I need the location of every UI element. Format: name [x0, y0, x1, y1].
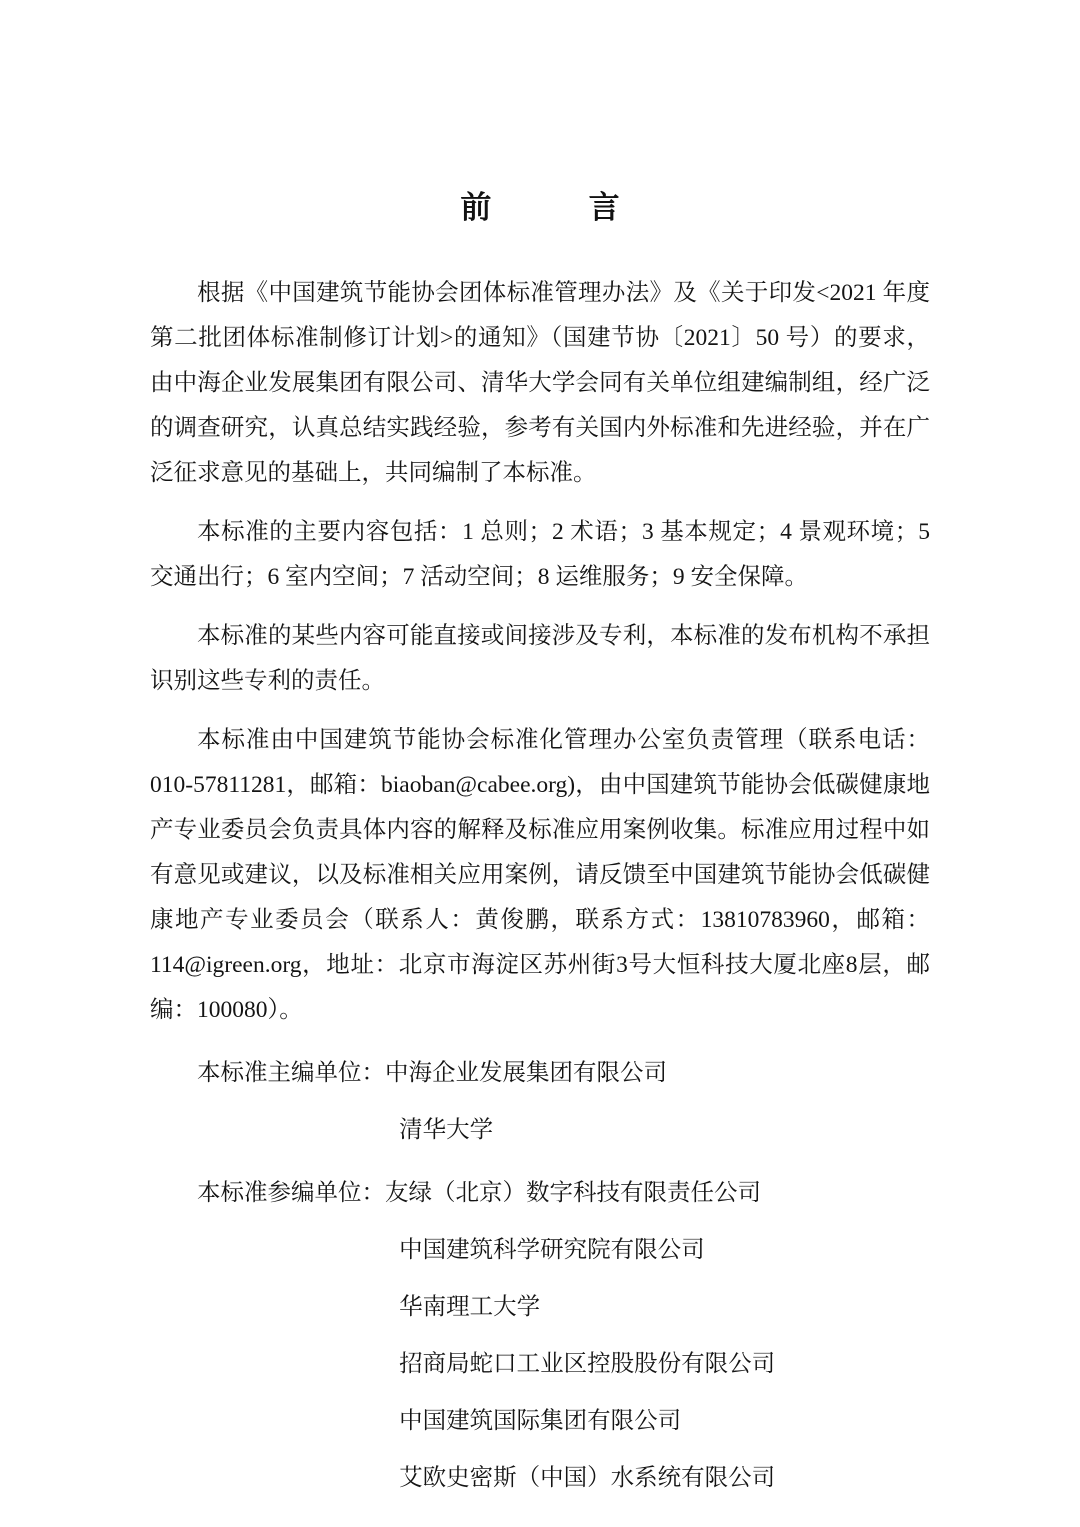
participating-editor-row — [150, 1228, 930, 1273]
chief-editor-unit: 清华大学 — [399, 1117, 494, 1143]
participating-editor-unit: 华南理工大学 — [399, 1294, 541, 1320]
chief-editor-unit-row — [150, 1108, 930, 1153]
participating-editor-row — [150, 1171, 930, 1216]
document-content — [150, 0, 930, 1513]
participating-editor-unit: 中国建筑国际集团有限公司 — [399, 1408, 682, 1434]
page-title: 前 言 — [460, 190, 632, 225]
participating-editor-unit: 艾欧史密斯（中国）水系统有限公司 — [399, 1465, 776, 1491]
participating-editor-row — [150, 1342, 930, 1387]
chief-editor-label: 本标准主编单位： — [197, 1060, 385, 1086]
paragraph-main-contents: 本标准的主要内容包括：1 总则；2 术语；3 基本规定；4 景观环境；5 交通出行；6 室内空间；7 活动空间；8 运维服务；9 安全保障。 — [150, 519, 930, 590]
paragraph-background: 根据《中国建筑节能协会团体标准管理办法》及《关于印发<2021 年度第二批团体标准制修订计划>的通知》（国建节协〔2021〕50 号）的要求，由中海企业发展集团有限公司、清华大学会同有关单位组建编制组，经广泛的调查研究，认真总结实践经验，参考有关国内外标准和先进经验，并在广泛征求意见的基础上，共同编制了本标准。 — [150, 280, 930, 486]
participating-editor-unit: 招商局蛇口工业区控股股份有限公司 — [399, 1351, 776, 1377]
participating-editor-unit: 友绿（北京）数字科技有限责任公司 — [385, 1180, 761, 1206]
paragraph-patent-notice: 本标准的某些内容可能直接或间接涉及专利，本标准的发布机构不承担识别这些专利的责任。 — [150, 623, 930, 694]
participating-editor-row — [150, 1456, 930, 1501]
participating-editor-unit: 中国建筑科学研究院有限公司 — [399, 1237, 705, 1263]
paragraph-administration-contact: 本标准由中国建筑节能协会标准化管理办公室负责管理（联系电话：010-57811281，邮箱：biaoban@cabee.org)，由中国建筑节能协会低碳健康地产专业委员会负责具体内容的解释及标准应用案例收集。标准应用过程中如有意见或建议，以及标准相关应用案例，请反馈至中国建筑节能协会低碳健康地产专业委员会（联系人：黄俊鹏，联系方式：13810783960，邮箱：114@igreen.org，地址：北京市海淀区苏州街3号大恒科技大厦北座8层，邮编：100080）。 — [150, 727, 930, 1023]
chief-editor-row — [150, 1051, 930, 1096]
participating-editors-section — [150, 1171, 930, 1501]
chief-editor-unit: 中海企业发展集团有限公司 — [385, 1060, 667, 1086]
participating-editor-row — [150, 1285, 930, 1330]
participating-editors-label: 本标准参编单位： — [197, 1180, 385, 1206]
participating-editor-row — [150, 1399, 930, 1444]
chief-editor-section — [150, 1051, 930, 1153]
